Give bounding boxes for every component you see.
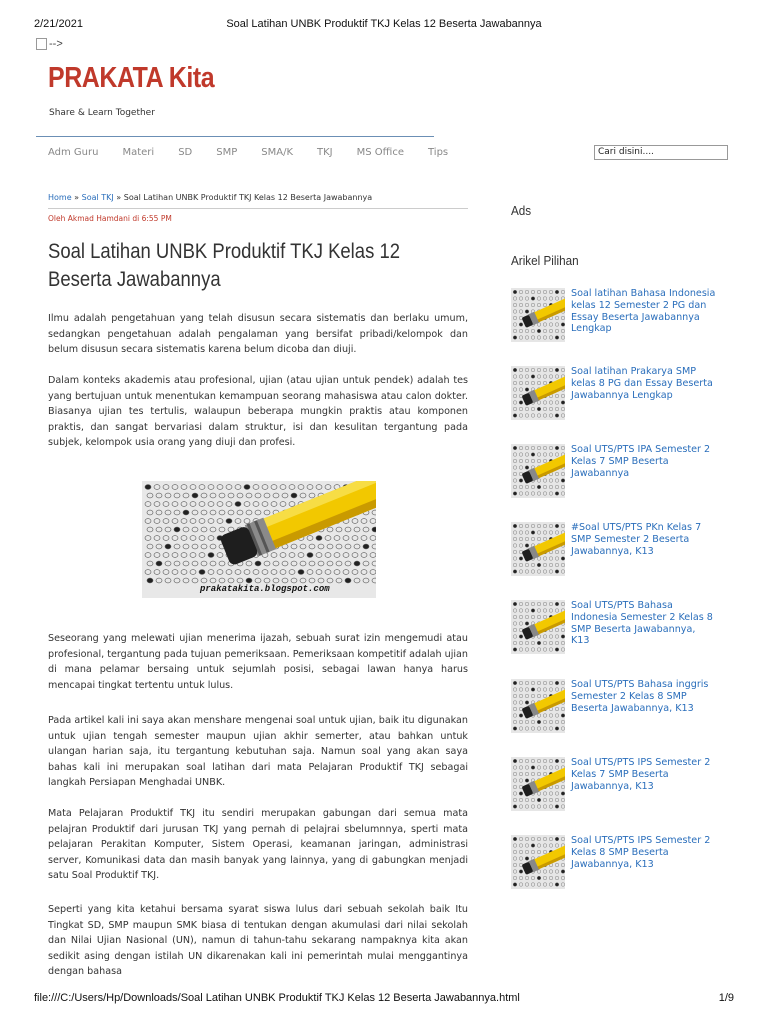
- post-paragraph: Pada artikel kali ini saya akan menshare mengenai soal untuk ujian, baik itu digunakan untuk ujian tengah semester maupun ujian akhir semerter, atau bahkan untuk ulangan harian saja, itu tergantung kebutuhan saja. Namun soal yang akan saya bahas kali ini merupakan soal latihan dari mata Pelajaran Produktif TKJ sebagai langkah Persiapan Menghadai UNBK.: [48, 715, 468, 789]
- post-paragraph: Ilmu adalah pengetahuan yang telah disusun secara sistematis dan berlaku umum, sedangkan pengetahuan adalah pengalaman yang bersifat pribadi/kelompok dan belum disusun secara sistematis karena belum dicoba dan diuji.: [48, 313, 468, 356]
- answer-sheet-thumbnail-icon: [511, 835, 565, 889]
- nav-item-smp[interactable]: SMP: [216, 147, 238, 158]
- featured-article-link[interactable]: Soal latihan Prakarya SMP kelas 8 PG dan Essay Beserta Jawabannya Lengkap: [571, 366, 713, 401]
- breadcrumb-separator: »: [113, 193, 124, 202]
- post-paragraph: Mata Pelajaran Produktif TKJ itu sendiri merupakan gabungan dari semua mata pelajran Produktif dari jurusan TKJ yang pernah di pelajrai sbelumnnya, sperti mata pelajaran Perakitan Komputer, Sistem Operasi, keamanan jaringan, administrasi server, Komunikasi data dan masih banyak yang lainnya, yang di gabungkan menjadi satu Soal Produktif TKJ.: [48, 808, 468, 882]
- answer-sheet-thumbnail-icon: [511, 757, 565, 811]
- featured-article[interactable]: [511, 288, 716, 344]
- article-thumbnail[interactable]: [511, 288, 565, 342]
- nav-item-ms-office[interactable]: MS Office: [356, 147, 404, 158]
- answer-sheet-thumbnail-icon: [511, 600, 565, 654]
- answer-sheet-thumbnail-icon: [511, 366, 565, 420]
- featured-article-link[interactable]: Soal latihan Bahasa Indonesia kelas 12 Semester 2 PG dan Essay Beserta Jawabannya Lengkap: [571, 288, 716, 335]
- print-page-number: 1/9: [718, 992, 734, 1004]
- breadcrumb-separator: »: [71, 193, 82, 202]
- print-title: Soal Latihan UNBK Produktif TKJ Kelas 12 Beserta Jawabannya: [226, 18, 542, 30]
- featured-article[interactable]: [511, 835, 716, 891]
- nav-item-tips[interactable]: Tips: [427, 147, 449, 158]
- print-date: 2/21/2021: [34, 18, 83, 30]
- featured-article-link[interactable]: Soal UTS/PTS Bahasa Indonesia Semester 2 Kelas 8 SMP Beserta Jawabannya, K13: [571, 600, 713, 647]
- article-thumbnail[interactable]: [511, 522, 565, 576]
- featured-article[interactable]: [511, 757, 716, 813]
- broken-image-icon: [36, 38, 47, 50]
- breadcrumb-home[interactable]: Home: [48, 193, 72, 202]
- post-paragraph: Dalam konteks akademis atau profesional, ujian (atau ujian untuk pendek) adalah tes yang bertujuan untuk menentukan kemampuan seorang mahasiswa atau calon dokter. Biasanya ujian tes tertulis, walaupun beberapa mungkin praktis atau komponen praktis, dan sangat bervariasi dalam struktur, isi dan kesulitan tergantung pada subjek, kelompok usia orang yang diuji dan profesi.: [48, 375, 468, 449]
- featured-article[interactable]: [511, 679, 716, 735]
- post-paragraph: Seseorang yang melewati ujian menerima ijazah, sebuah surat izin mengemudi atau profesional, tergantung pada tujuan pemeriksaan. Pemeriksaan kompetitif adalah ujian di mana pelamar bersaing untuk sejumlah posisi, sebagai lawan hanya harus mencapai tingkat tertentu untuk lulus.: [48, 633, 468, 691]
- nav-item-materi[interactable]: Materi: [122, 147, 155, 158]
- answer-sheet-thumbnail-icon: [511, 679, 565, 733]
- featured-article[interactable]: [511, 600, 716, 656]
- broken-image: [36, 38, 63, 50]
- site-title[interactable]: PRAKATA Kita: [48, 62, 215, 94]
- breadcrumb-divider: [48, 208, 468, 209]
- broken-image-text: -->: [49, 38, 63, 50]
- article-thumbnail[interactable]: [511, 679, 565, 733]
- answer-sheet-pencil-image: [142, 481, 376, 598]
- article-thumbnail[interactable]: [511, 366, 565, 420]
- article-thumbnail[interactable]: [511, 600, 565, 654]
- nav-item-adm-guru[interactable]: Adm Guru: [48, 147, 99, 158]
- print-file-path: file:///C:/Users/Hp/Downloads/Soal Latihan UNBK Produktif TKJ Kelas 12 Beserta Jawabannya.html: [34, 992, 520, 1004]
- answer-sheet-thumbnail-icon: [511, 288, 565, 342]
- article-thumbnail[interactable]: [511, 835, 565, 889]
- image-watermark: prakatakita.blogspot.com: [200, 584, 330, 594]
- post-paragraph: Seperti yang kita ketahui bersama syarat siswa lulus dari sebuah sekolah baik Itu Tingkat SD, SMP maupun SMK biasa di tentukan dengan akumulasi dari nilai sekolah dan Nilai Ujian Nasional (UN), namun di tahun-tahu sekarang nampaknya kita akan sedikit asing dengan istilah UN dikarenakan kali ini pemerintah mulai menggantinya dengan bahasa: [48, 904, 468, 978]
- featured-article[interactable]: [511, 444, 716, 500]
- breadcrumb: [48, 193, 372, 202]
- site-tagline: Share & Learn Together: [49, 108, 155, 118]
- search-input[interactable]: Cari disini....: [594, 145, 728, 160]
- post-title: Soal Latihan UNBK Produktif TKJ Kelas 12 Beserta Jawabannya: [48, 240, 400, 291]
- article-thumbnail[interactable]: [511, 757, 565, 811]
- featured-article-link[interactable]: Soal UTS/PTS IPS Semester 2 Kelas 8 SMP Beserta Jawabannya, K13: [571, 835, 711, 870]
- breadcrumb-category[interactable]: Soal TKJ: [81, 193, 114, 202]
- featured-article-link[interactable]: Soal UTS/PTS Bahasa inggris Semester 2 Kelas 8 SMP Beserta Jawabannya, K13: [571, 679, 709, 714]
- featured-article[interactable]: [511, 522, 716, 578]
- featured-article[interactable]: [511, 366, 716, 422]
- breadcrumb-current: Soal Latihan UNBK Produktif TKJ Kelas 12 Beserta Jawabannya: [123, 193, 373, 202]
- header-divider: [36, 136, 434, 137]
- sidebar-ads-heading: Ads: [511, 203, 532, 218]
- answer-sheet-thumbnail-icon: [511, 444, 565, 498]
- sidebar-featured-heading: Arikel Pilihan: [511, 253, 579, 268]
- featured-article-link[interactable]: #Soal UTS/PTS PKn Kelas 7 SMP Semester 2 Beserta Jawabannya, K13: [571, 522, 702, 557]
- main-nav: [48, 147, 472, 158]
- nav-item-sd[interactable]: SD: [178, 147, 193, 158]
- nav-item-tkj[interactable]: TKJ: [317, 147, 333, 158]
- nav-item-sma-k[interactable]: SMA/K: [261, 147, 294, 158]
- article-thumbnail[interactable]: [511, 444, 565, 498]
- featured-article-link[interactable]: Soal UTS/PTS IPA Semester 2 Kelas 7 SMP Beserta Jawabannya: [571, 444, 711, 479]
- answer-sheet-thumbnail-icon: [511, 522, 565, 576]
- post-byline[interactable]: Oleh Akmad Hamdani di 6:55 PM: [48, 214, 172, 223]
- article-image: [142, 481, 376, 598]
- featured-article-link[interactable]: Soal UTS/PTS IPS Semester 2 Kelas 7 SMP Beserta Jawabannya, K13: [571, 757, 711, 792]
